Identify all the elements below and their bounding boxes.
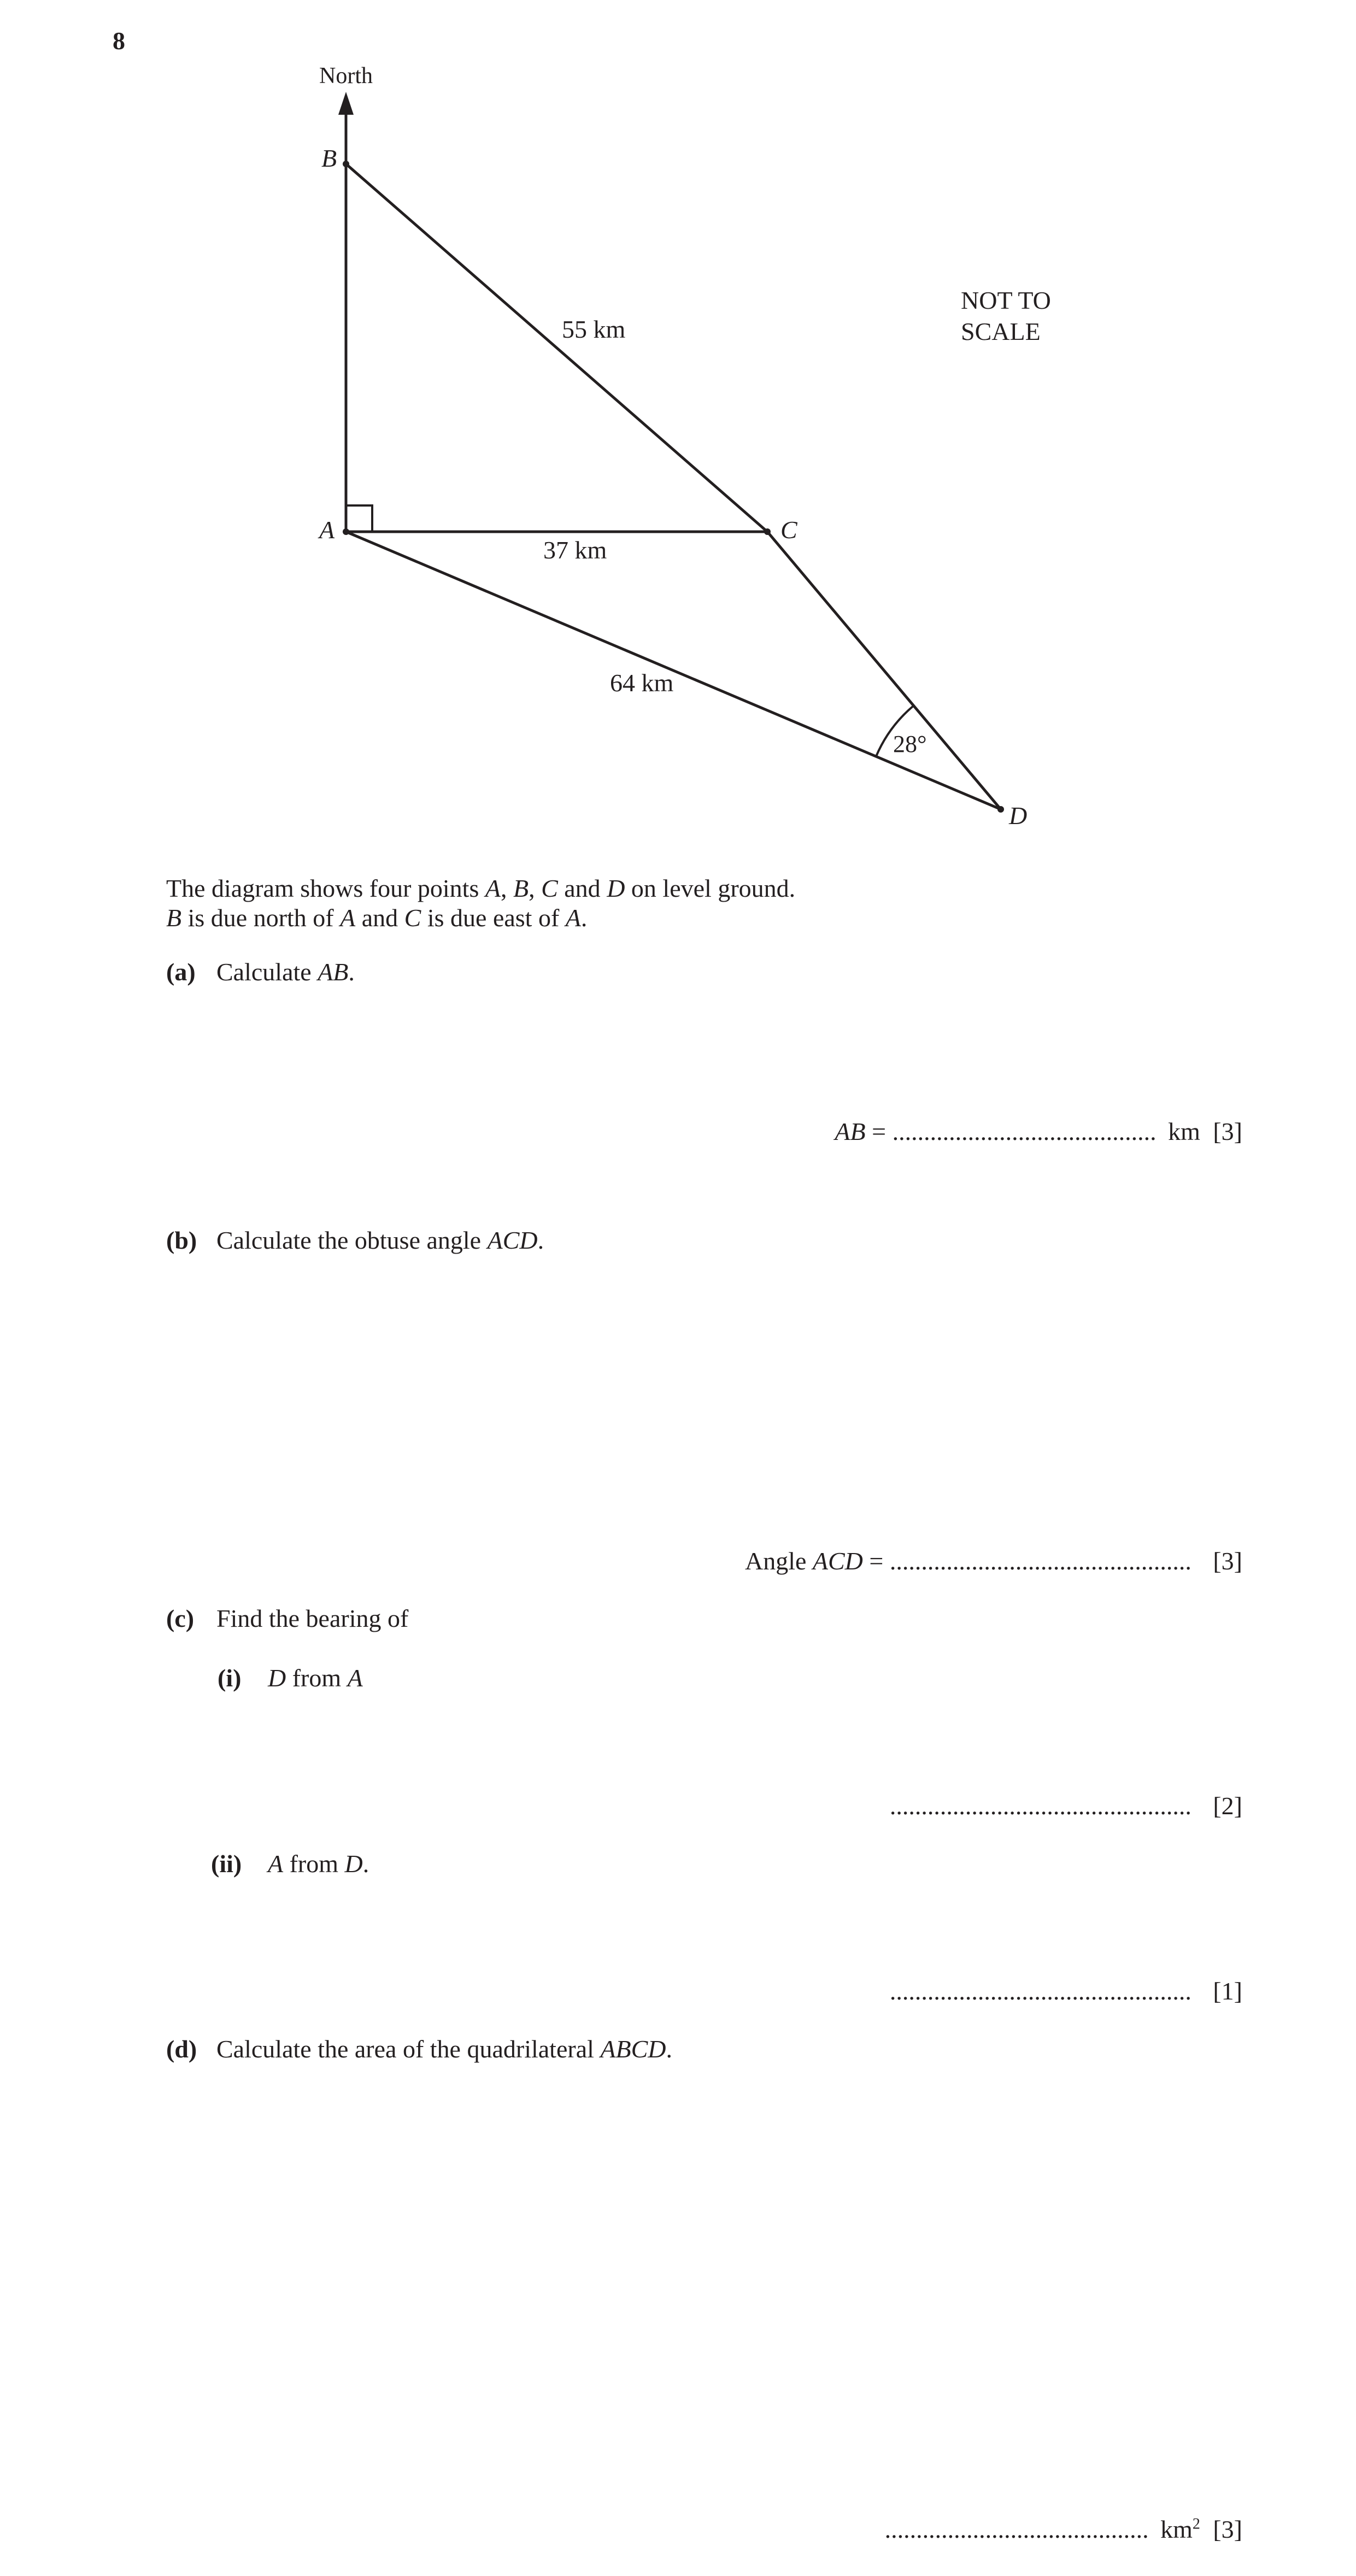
part-c-ii-question: A from D.	[268, 1850, 369, 1878]
part-d-label: (d)	[166, 2035, 197, 2063]
point-D	[997, 806, 1004, 813]
label-C: C	[780, 516, 797, 544]
line-CD	[767, 532, 1001, 809]
part-b-label: (b)	[166, 1226, 197, 1254]
label-A: A	[319, 516, 335, 544]
intro-line-1: The diagram shows four points A, B, C and D on level ground.	[166, 874, 796, 902]
point-B	[343, 161, 349, 167]
question-number: 8	[113, 27, 125, 55]
part-b-question: Calculate the obtuse angle ACD.	[216, 1226, 544, 1254]
part-d-question: Calculate the area of the quadrilateral ABCD.	[216, 2035, 673, 2063]
part-c-label: (c)	[166, 1604, 195, 1632]
length-AC: 37 km	[543, 536, 607, 564]
diagram	[0, 0, 1356, 852]
part-c-i-answer-line[interactable]: ................................................ [2]	[889, 1792, 1242, 1820]
north-arrowhead	[338, 92, 354, 115]
length-BC: 55 km	[562, 315, 626, 343]
length-AD: 64 km	[610, 669, 674, 697]
part-b-answer-line[interactable]: Angle ACD = ................................................ [3]	[744, 1547, 1242, 1575]
not-to-scale-line1: NOT TO	[961, 286, 1051, 314]
part-c-i-label: (i)	[218, 1664, 242, 1692]
part-c-ii-answer-line[interactable]: ................................................ [1]	[889, 1977, 1242, 2005]
point-C	[764, 528, 771, 535]
label-D: D	[1009, 802, 1028, 830]
point-A	[343, 528, 349, 535]
label-B: B	[321, 144, 337, 172]
not-to-scale-line2: SCALE	[961, 317, 1041, 345]
part-a-label: (a)	[166, 958, 196, 986]
part-a-question: Calculate AB.	[216, 958, 355, 986]
north-label: North	[319, 63, 373, 89]
part-a-answer-line[interactable]: AB = .......................................... km [3]	[835, 1118, 1242, 1145]
part-c-i-question: D from A	[268, 1664, 363, 1692]
part-c-ii-label: (ii)	[211, 1850, 242, 1878]
intro-line-2: B is due north of A and C is due east of A.	[166, 904, 588, 932]
part-d-answer-line[interactable]: .......................................... $km^2$ [3]	[884, 2515, 1242, 2543]
right-angle-mark	[346, 505, 372, 532]
angle-label-D: 28°	[893, 731, 927, 757]
line-BC	[346, 164, 767, 532]
part-c-question: Find the bearing of	[216, 1604, 409, 1632]
